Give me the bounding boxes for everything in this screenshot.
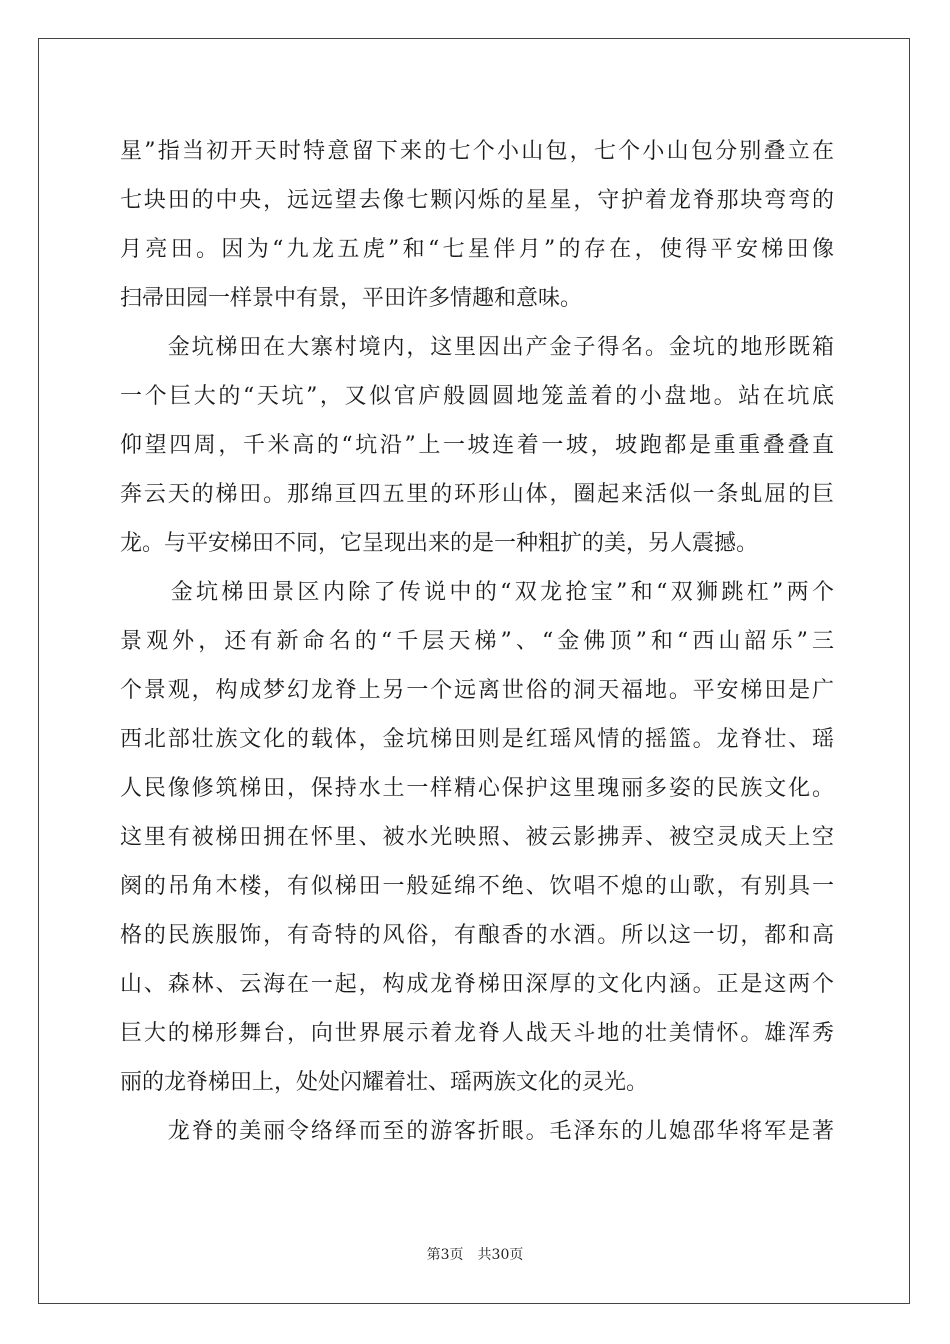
text-line: 扫帚田园一样景中有景，平田许多情趣和意味。 — [120, 286, 583, 311]
text-line: 仰望四周，千米高的“坑沿”上一坡连着一坡，坡跑都是重重叠叠直 — [120, 433, 834, 458]
text-line: 金坑梯田在大寨村境内，这里因出产金子得名。金坑的地形既箱 — [120, 335, 834, 360]
text-line: 个景观，构成梦幻龙脊上另一个远离世俗的洞天福地。平安梯田是广 — [120, 678, 834, 703]
text-line: 月亮田。因为“九龙五虎”和“七星伴月”的存在，使得平安梯田像 — [120, 237, 834, 262]
page-footer — [0, 1244, 950, 1264]
page-number: 第3页 — [426, 1247, 464, 1263]
text-line: 七块田的中央，远远望去像七颗闪烁的星星，守护着龙脊那块弯弯的 — [120, 188, 834, 213]
text-line: 景观外，还有新命名的“千层天梯”、“金佛顶”和“西山韶乐”三 — [120, 629, 834, 654]
text-line: 巨大的梯形舞台，向世界展示着龙脊人战天斗地的壮美情怀。雄浑秀 — [120, 1021, 834, 1046]
text-line: 星”指当初开天时特意留下来的七个小山包，七个小山包分别叠立在 — [120, 139, 834, 164]
text-line: 阕的吊角木楼，有似梯田一般延绵不绝、饮唱不熄的山歌，有别具一 — [120, 874, 834, 899]
text-line: 龙。与平安梯田不同，它呈现出来的是一种粗扩的美，另人震撼。 — [120, 531, 759, 556]
text-line: 西北部壮族文化的载体，金坑梯田则是红瑶风情的摇篮。龙脊壮、瑶 — [120, 727, 834, 752]
text-line: 山、森林、云海在一起，构成龙脊梯田深厚的文化内涵。正是这两个 — [120, 972, 834, 997]
text-line: 格的民族服饰，有奇特的风俗，有酿香的水酒。所以这一切，都和高 — [120, 923, 834, 948]
total-pages: 共30页 — [477, 1247, 524, 1263]
text-line: 丽的龙脊梯田上，处处闪耀着壮、瑶两族文化的灵光。 — [120, 1070, 649, 1095]
text-line: 奔云天的梯田。那绵亘四五里的环形山体，圈起来活似一条虬屈的巨 — [120, 482, 834, 507]
text-line: 龙脊的美丽令络绎而至的游客折眼。毛泽东的儿媳邵华将军是著 — [120, 1119, 834, 1144]
text-line: 人民像修筑梯田，保持水土一样精心保护这里瑰丽多姿的民族文化。 — [120, 776, 834, 801]
text-line: 金坑梯田景区内除了传说中的“双龙抢宝”和“双狮跳杠”两个 — [120, 580, 834, 605]
text-line: 一个巨大的“天坑”，又似官庐般圆圆地笼盖着的小盘地。站在坑底 — [120, 384, 834, 409]
text-line: 这里有被梯田拥在怀里、被水光映照、被云影拂弄、被空灵成天上空 — [120, 825, 834, 850]
document-body — [120, 127, 834, 1156]
